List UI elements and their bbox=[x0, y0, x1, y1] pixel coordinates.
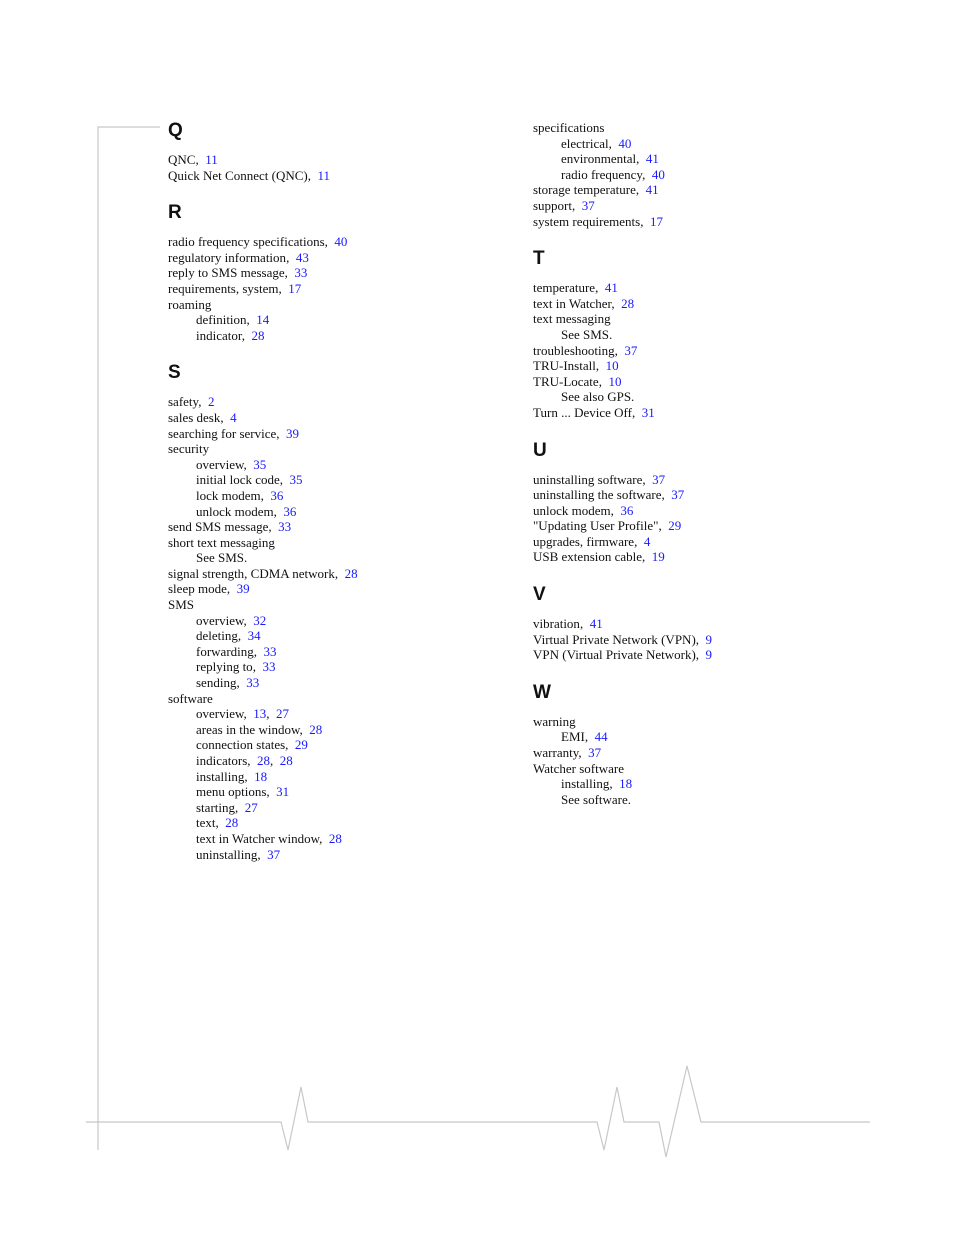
entry-term-troubleshooting: troubleshooting bbox=[533, 342, 615, 358]
entry-term-text-in-watcher-window: text in Watcher window bbox=[196, 830, 320, 846]
index-entry bbox=[533, 714, 863, 730]
page-reference-link[interactable]: 37 bbox=[581, 197, 595, 213]
entry-term-safety: safety bbox=[168, 394, 199, 410]
index-column-right bbox=[533, 120, 863, 807]
index-subentry: deleting, 34 bbox=[196, 628, 261, 644]
index-entry: uninstalling the software, 37 bbox=[533, 487, 685, 503]
entry-term-areas-in-the-window: areas in the window bbox=[196, 721, 300, 737]
entry-term-emi: EMI bbox=[561, 729, 585, 745]
entry-term-vpn-virtual-private-network: VPN (Virtual Private Network) bbox=[533, 647, 696, 663]
entry-term-see-also-gps: See also GPS. bbox=[561, 389, 635, 405]
index-entry bbox=[533, 311, 863, 327]
page-reference-link[interactable]: 32 bbox=[253, 612, 267, 628]
page-reference-link[interactable]: 35 bbox=[289, 472, 303, 488]
index-subentry bbox=[168, 550, 498, 566]
index-subentry: installing, 18 bbox=[196, 768, 268, 784]
entry-term-see-software: See software. bbox=[561, 791, 632, 807]
entry-term-vibration: vibration bbox=[533, 616, 580, 632]
page-reference-link[interactable]: 27 bbox=[244, 799, 258, 815]
index-entry: unlock modem, 36 bbox=[533, 502, 634, 518]
entry-term-sleep-mode: sleep mode bbox=[168, 581, 227, 597]
page-reference-link[interactable]: 39 bbox=[286, 425, 300, 441]
index-subentry: EMI, 44 bbox=[561, 729, 608, 745]
index-entry: VPN (Virtual Private Network), 9 bbox=[533, 647, 713, 663]
entry-term-sales-desk: sales desk bbox=[168, 409, 221, 425]
entry-term-tru-install: TRU-Install bbox=[533, 358, 596, 374]
index-entry: USB extension cable, 19 bbox=[533, 549, 665, 565]
index-subentry: environmental, 41 bbox=[561, 151, 659, 167]
page-reference-link[interactable]: 41 bbox=[645, 182, 659, 198]
index-subentry: overview, 13, 27 bbox=[196, 706, 290, 722]
index-letter-heading: U bbox=[533, 439, 547, 461]
index-subentry: electrical, 40 bbox=[561, 135, 632, 151]
page-reference-link[interactable]: 37 bbox=[624, 342, 638, 358]
entry-term-installing: installing bbox=[196, 768, 245, 784]
page-reference-link[interactable]: 37 bbox=[652, 471, 666, 487]
page-reference-link[interactable]: 17 bbox=[288, 280, 302, 296]
page-reference-link[interactable]: 41 bbox=[645, 151, 659, 167]
entry-term-requirements-system: requirements, system bbox=[168, 280, 279, 296]
page-reference-link[interactable]: 40 bbox=[618, 135, 632, 151]
index-entry: signal strength, CDMA network, 28 bbox=[168, 565, 358, 581]
page-reference-link[interactable]: 36 bbox=[283, 503, 297, 519]
index-subentry: indicator, 28 bbox=[196, 327, 265, 343]
entry-term-overview: overview bbox=[196, 456, 244, 472]
entry-term-installing: installing bbox=[561, 776, 610, 792]
index-subentry: starting, 27 bbox=[196, 799, 258, 815]
index-letter-heading: T bbox=[533, 248, 545, 270]
index-entry: Turn ... Device Off, 31 bbox=[533, 404, 655, 420]
index-column-left bbox=[168, 120, 498, 862]
entry-term-send-sms-message: send SMS message bbox=[168, 519, 269, 535]
entry-term-electrical: electrical bbox=[561, 135, 609, 151]
index-entry bbox=[533, 761, 863, 777]
entry-term-watcher-software: Watcher software bbox=[533, 760, 624, 776]
index-entry: QNC, 11 bbox=[168, 152, 218, 167]
index-entry bbox=[168, 691, 498, 707]
index-entry bbox=[168, 597, 498, 613]
page-reference-link[interactable]: 31 bbox=[276, 784, 290, 800]
page-reference-link[interactable]: 28 bbox=[344, 565, 358, 581]
entry-term-roaming: roaming bbox=[168, 296, 212, 312]
index-entry: Virtual Private Network (VPN), 9 bbox=[533, 631, 713, 647]
index-entry: sales desk, 4 bbox=[168, 409, 237, 425]
page-reference-link[interactable]: 41 bbox=[589, 616, 603, 632]
entry-term-text-messaging: text messaging bbox=[533, 311, 611, 327]
index-entry bbox=[168, 441, 498, 457]
entry-term-overview: overview bbox=[196, 612, 244, 628]
entry-term-support: support bbox=[533, 197, 572, 213]
index-subentry: unlock modem, 36 bbox=[196, 503, 297, 519]
page-reference-link[interactable]: 40 bbox=[651, 166, 665, 182]
entry-term-warning: warning bbox=[533, 713, 576, 729]
index-entry: sleep mode, 39 bbox=[168, 581, 250, 597]
entry-term-tru-locate: TRU-Locate bbox=[533, 373, 599, 389]
entry-term-searching-for-service: searching for service bbox=[168, 425, 277, 441]
index-entry: send SMS message, 33 bbox=[168, 519, 292, 535]
page-reference-link[interactable]: 36 bbox=[620, 502, 634, 518]
page-reference-link[interactable]: 34 bbox=[247, 628, 261, 644]
index-entry: searching for service, 39 bbox=[168, 425, 300, 441]
page-reference-link[interactable]: 4 bbox=[643, 533, 651, 549]
index-subentry: installing, 18 bbox=[561, 776, 633, 792]
page-reference-link[interactable]: 37 bbox=[671, 487, 685, 503]
index-entry: vibration, 41 bbox=[533, 616, 603, 632]
index-subentry: areas in the window, 28 bbox=[196, 721, 323, 737]
index-section-t bbox=[533, 248, 863, 420]
entry-term-deleting: deleting bbox=[196, 628, 238, 644]
entry-term-connection-states: connection states bbox=[196, 737, 286, 753]
index-entry: storage temperature, 41 bbox=[533, 182, 659, 198]
index-letter-heading: W bbox=[533, 681, 551, 703]
page-reference-link[interactable]: 36 bbox=[270, 487, 284, 503]
entry-term-text: text bbox=[196, 815, 216, 831]
page-reference-link[interactable]: 29 bbox=[294, 737, 308, 753]
index-subentry: text in Watcher window, 28 bbox=[196, 830, 342, 846]
index-entry: "Updating User Profile", 29 bbox=[533, 518, 682, 534]
index-entry: requirements, system, 17 bbox=[168, 280, 302, 296]
entry-term-specifications: specifications bbox=[533, 120, 605, 135]
page-reference-link[interactable]: 28 bbox=[309, 721, 323, 737]
index-entry: warranty, 37 bbox=[533, 745, 602, 761]
index-entry: troubleshooting, 37 bbox=[533, 342, 638, 358]
index-entry: system requirements, 17 bbox=[533, 213, 663, 229]
entry-term-radio-frequency: radio frequency bbox=[561, 166, 643, 182]
index-entry: support, 37 bbox=[533, 197, 595, 213]
page-reference-link[interactable]: 10 bbox=[605, 358, 619, 374]
page-reference-link[interactable]: 33 bbox=[278, 519, 292, 535]
index-entry: temperature, 41 bbox=[533, 280, 618, 296]
page-reference-link[interactable]: 41 bbox=[604, 280, 618, 296]
entry-term-text-in-watcher: text in Watcher bbox=[533, 295, 612, 311]
page-reference-link[interactable]: 14 bbox=[256, 312, 270, 328]
entry-term-sms: SMS bbox=[168, 597, 195, 613]
entry-term-overview: overview bbox=[196, 706, 244, 722]
entry-term-uninstalling-the-software: uninstalling the software bbox=[533, 487, 662, 503]
entry-term-usb-extension-cable: USB extension cable bbox=[533, 549, 643, 565]
page-reference-link[interactable]: 13 bbox=[253, 706, 267, 722]
index-entry: regulatory information, 43 bbox=[168, 249, 309, 265]
entry-term-reply-to-sms-message: reply to SMS message bbox=[168, 265, 285, 281]
page-reference-link[interactable]: 19 bbox=[651, 549, 665, 565]
index-entry: Quick Net Connect (QNC), 11 bbox=[168, 167, 330, 183]
entry-term-indicators: indicators bbox=[196, 753, 248, 768]
entry-term-short-text-messaging: short text messaging bbox=[168, 534, 275, 550]
index-section-v bbox=[533, 584, 863, 663]
entry-term-software: software bbox=[168, 690, 213, 706]
entry-term-starting: starting bbox=[196, 799, 235, 815]
entry-term-temperature: temperature bbox=[533, 280, 596, 296]
index-subentry: lock modem, 36 bbox=[196, 487, 284, 503]
entry-term-see-sms: See SMS. bbox=[196, 550, 248, 566]
index-letter-heading: R bbox=[168, 202, 182, 224]
index-entry: TRU-Locate, 10 bbox=[533, 373, 622, 389]
page-reference-link[interactable]: 33 bbox=[262, 659, 276, 675]
page-reference-link[interactable]: 28 bbox=[257, 753, 271, 768]
entry-term-storage-temperature: storage temperature bbox=[533, 182, 636, 198]
entry-term-quick-net-connect-qnc: Quick Net Connect (QNC) bbox=[168, 167, 308, 183]
index-subentry: sending, 33 bbox=[196, 675, 260, 691]
index-section-s bbox=[168, 362, 498, 862]
index-subentry bbox=[533, 327, 863, 343]
index-subentry: uninstalling, 37 bbox=[196, 846, 281, 862]
entry-term-sending: sending bbox=[196, 675, 237, 691]
index-subentry: overview, 35 bbox=[196, 456, 267, 472]
entry-term-initial-lock-code: initial lock code bbox=[196, 472, 280, 488]
index-entry: uninstalling software, 37 bbox=[533, 471, 666, 487]
entry-term-menu-options: menu options bbox=[196, 784, 267, 800]
entry-term-updating-user-profile: "Updating User Profile" bbox=[533, 518, 659, 534]
page-reference-link[interactable]: 31 bbox=[641, 404, 655, 420]
page-reference-link[interactable]: 11 bbox=[317, 167, 330, 183]
index-entry: reply to SMS message, 33 bbox=[168, 265, 308, 281]
index-section-w bbox=[533, 682, 863, 808]
page-reference-link[interactable]: 33 bbox=[246, 675, 260, 691]
page-reference-link[interactable]: 9 bbox=[705, 647, 713, 663]
index-letter-heading: V bbox=[533, 584, 546, 606]
entry-term-replying-to: replying to bbox=[196, 659, 253, 675]
index-subentry: indicators, 28, 28 bbox=[196, 753, 293, 768]
entry-term-warranty: warranty bbox=[533, 745, 579, 761]
index-subentry: definition, 14 bbox=[196, 312, 270, 328]
entry-term-indicator: indicator bbox=[196, 327, 242, 343]
index-entry bbox=[168, 297, 498, 313]
index-subentry: menu options, 31 bbox=[196, 784, 290, 800]
entry-term-radio-frequency-specifications: radio frequency specifications bbox=[168, 234, 325, 250]
page-reference-link[interactable]: 39 bbox=[236, 581, 250, 597]
page-reference-link[interactable]: 37 bbox=[267, 846, 281, 862]
index-section-q bbox=[168, 120, 498, 183]
entry-term-unlock-modem: unlock modem bbox=[196, 503, 274, 519]
page-reference-link[interactable]: 18 bbox=[619, 776, 633, 792]
entry-term-unlock-modem: unlock modem bbox=[533, 502, 611, 518]
page-reference-link[interactable]: 28 bbox=[279, 753, 293, 768]
page-reference-link[interactable]: 27 bbox=[276, 706, 290, 722]
page-reference-link[interactable]: 28 bbox=[251, 327, 265, 343]
page-reference-link[interactable]: 35 bbox=[253, 456, 267, 472]
page-reference-link[interactable]: 28 bbox=[328, 830, 342, 846]
index-entry bbox=[168, 535, 498, 551]
page-reference-link[interactable]: 17 bbox=[649, 213, 663, 229]
entry-term-uninstalling: uninstalling bbox=[196, 846, 258, 862]
page-reference-link[interactable]: 10 bbox=[608, 373, 622, 389]
page-reference-link[interactable]: 28 bbox=[225, 815, 239, 831]
index-entry: text in Watcher, 28 bbox=[533, 295, 635, 311]
index-subentry: connection states, 29 bbox=[196, 737, 308, 753]
index-letter-heading: Q bbox=[168, 120, 183, 141]
frame-top-rule bbox=[98, 127, 160, 1150]
entry-term-turn-device-off: Turn ... Device Off bbox=[533, 404, 632, 420]
entry-term-lock-modem: lock modem bbox=[196, 487, 261, 503]
entry-term-see-sms: See SMS. bbox=[561, 326, 613, 342]
index-subentry: replying to, 33 bbox=[196, 659, 276, 675]
index-subentry: overview, 32 bbox=[196, 612, 267, 628]
index-subentry bbox=[533, 792, 863, 808]
page-reference-link[interactable]: 40 bbox=[334, 234, 348, 250]
index-subentry: text, 28 bbox=[196, 815, 239, 831]
index-entry: TRU-Install, 10 bbox=[533, 358, 619, 374]
page-reference-link[interactable]: 11 bbox=[205, 152, 218, 167]
page-reference-link[interactable]: 9 bbox=[705, 631, 713, 647]
page-reference-link[interactable]: 44 bbox=[594, 729, 608, 745]
entry-term-uninstalling-software: uninstalling software bbox=[533, 471, 643, 487]
page-reference-link[interactable]: 29 bbox=[668, 518, 682, 534]
page-reference-link[interactable]: 2 bbox=[207, 394, 215, 410]
index-section-r bbox=[168, 202, 498, 343]
index-subentry: radio frequency, 40 bbox=[561, 166, 665, 182]
page-reference-link[interactable]: 28 bbox=[621, 295, 635, 311]
index-section-continued bbox=[533, 120, 863, 229]
entry-term-forwarding: forwarding bbox=[196, 643, 254, 659]
entry-term-signal-strength-cdma-network: signal strength, CDMA network bbox=[168, 565, 335, 581]
entry-term-regulatory-information: regulatory information bbox=[168, 249, 287, 265]
index-entry bbox=[533, 120, 863, 136]
entry-term-definition: definition bbox=[196, 312, 247, 328]
page-reference-link[interactable]: 18 bbox=[254, 768, 268, 784]
entry-term-virtual-private-network-vpn: Virtual Private Network (VPN) bbox=[533, 631, 696, 647]
index-entry: safety, 2 bbox=[168, 394, 215, 410]
index-letter-heading: S bbox=[168, 362, 181, 384]
index-subentry bbox=[533, 389, 863, 405]
page-reference-link[interactable]: 33 bbox=[263, 643, 277, 659]
page-reference-link[interactable]: 4 bbox=[230, 409, 237, 425]
frame-bottom-signal-line bbox=[86, 1066, 870, 1157]
index-entry: upgrades, firmware, 4 bbox=[533, 533, 651, 549]
entry-term-qnc: QNC bbox=[168, 152, 196, 167]
entry-term-security: security bbox=[168, 441, 210, 457]
page-reference-link[interactable]: 33 bbox=[294, 265, 308, 281]
index-subentry: initial lock code, 35 bbox=[196, 472, 303, 488]
page-reference-link[interactable]: 37 bbox=[588, 745, 602, 761]
entry-term-system-requirements: system requirements bbox=[533, 213, 641, 229]
index-entry: radio frequency specifications, 40 bbox=[168, 234, 348, 250]
page-reference-link[interactable]: 43 bbox=[295, 249, 309, 265]
entry-term-upgrades-firmware: upgrades, firmware bbox=[533, 533, 635, 549]
index-section-u bbox=[533, 440, 863, 566]
index-subentry: forwarding, 33 bbox=[196, 643, 277, 659]
entry-term-environmental: environmental bbox=[561, 151, 637, 167]
